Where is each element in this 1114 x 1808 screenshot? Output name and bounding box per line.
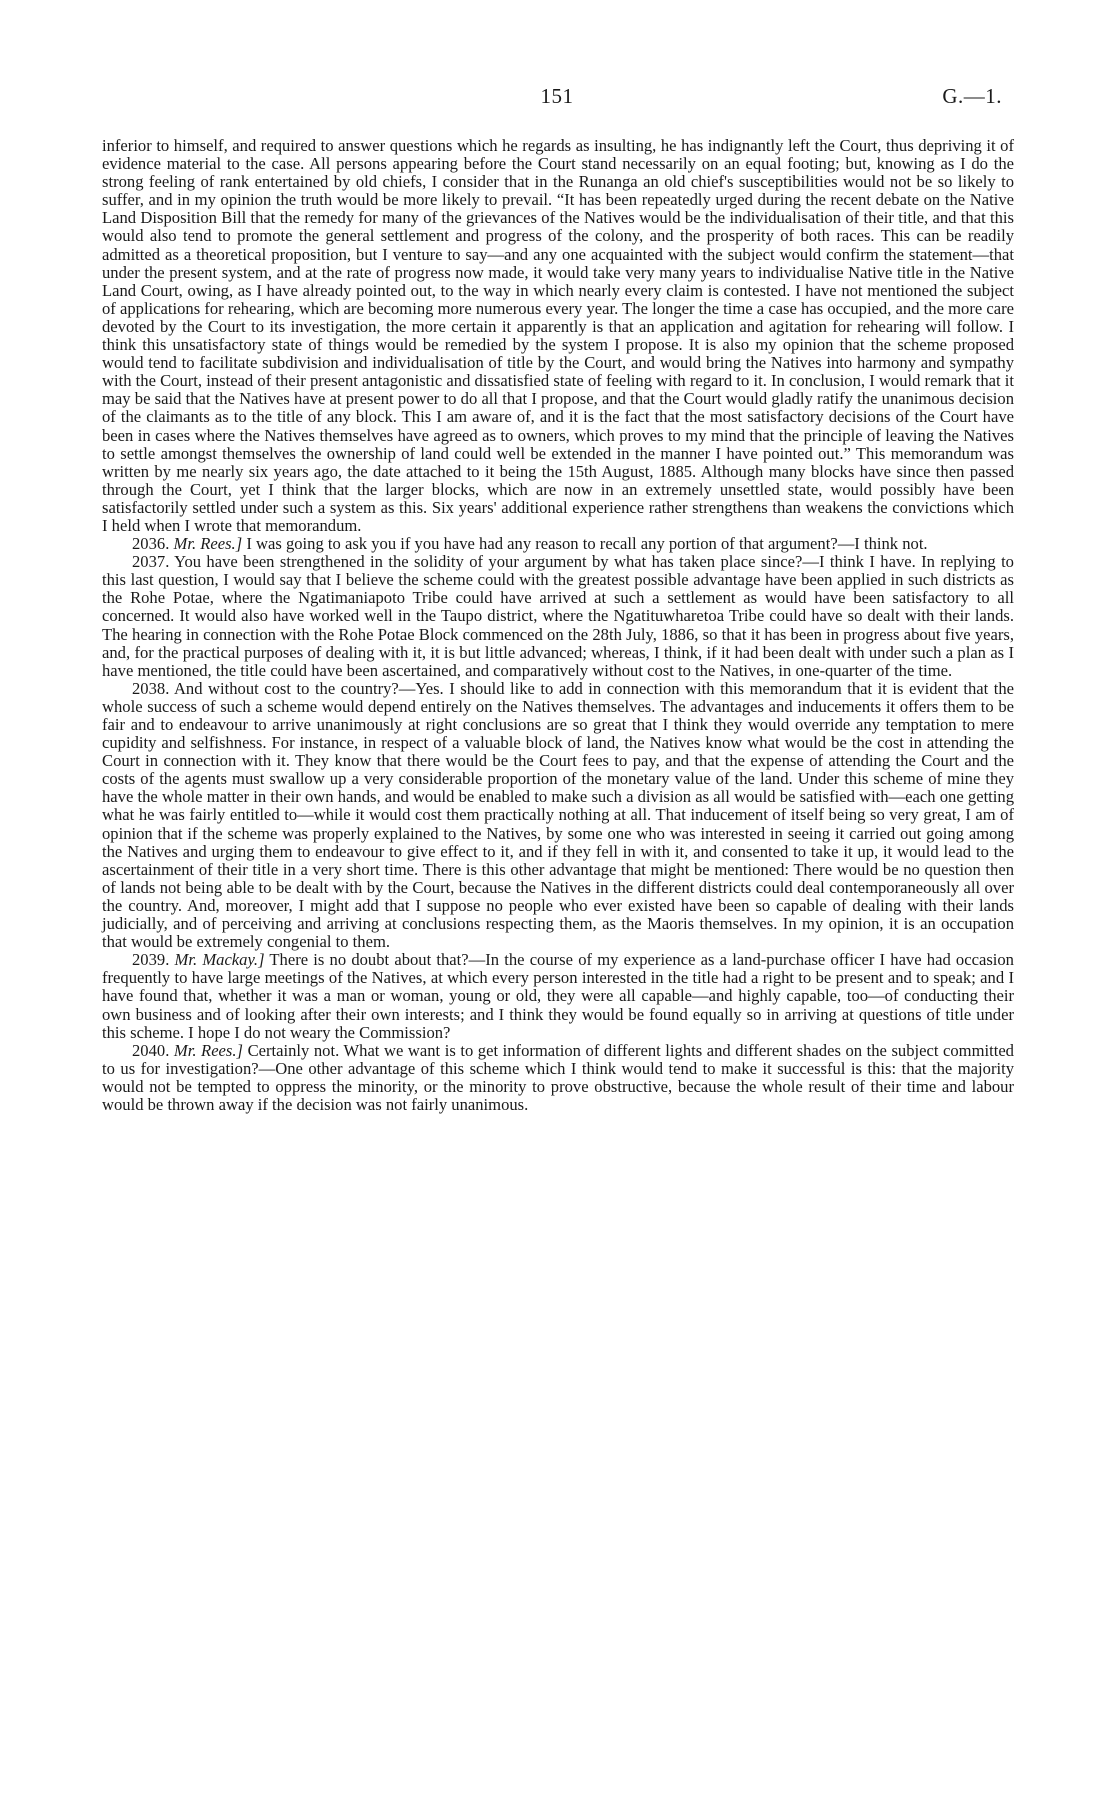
- paragraph-2039: [102, 951, 1014, 1041]
- paragraph-text: I was going to ask you if you have had any reason to recall any portion of that argument?—I think not.: [246, 534, 928, 554]
- paragraph-text: Certainly not. What we want is to get information of different lights and different shades on the subject committed to us for investigation?—One other advantage of this scheme which I think would tend to make it successful is this: that the majority would not be tempted to oppress the minority, or the minority to prove obstructive, because the whole result of their time and labour would be thrown away if the decision was not fairly unanimous.: [102, 1040, 1014, 1114]
- speaker-label: Mr. Mackay.]: [174, 950, 265, 970]
- page-number: 151: [540, 84, 574, 108]
- paragraph-2038: [102, 680, 1014, 951]
- paragraph-text: inferior to himself, and required to answer questions which he regards as insulting, he has indignantly left the Court, thus depriving it of evidence material to the case. All persons appearing before the Court stand necessarily on an equal footing; but, knowing as I do the strong feeling of rank entertained by old chiefs, I consider that in the Runanga an old chief's susceptibilities would not be so likely to suffer, and in my opinion the truth would be more likely to prevail. “It has been repeatedly urged during the recent debate on the Native Land Disposition Bill that the remedy for many of the grievances of the Natives would be the individualisation of their title, and that this would also tend to promote the general settlement and progress of the colony, and the prosperity of both races. This can be readily admitted as a theoretical proposition, but I venture to say—and any one acquainted with the subject would confirm the statement—that under the present system, and at the rate of progress now made, it would take very many years to individualise Native title in the Native Land Court, owing, as I have already pointed out, to the way in which nearly every claim is contested. I have not mentioned the subject of applications for rehearing, which are becoming more numerous every year. The longer the time a case has occupied, and the more care devoted by the Court to its investigation, the more certain it apparently is that an application and agitation for rehearing will follow. I think this unsatisfactory state of things would be remedied by the system I propose. It is also my opinion that the scheme proposed would tend to facilitate subdivision and individualisation of title by the Court, and would bring the Natives into harmony and sympathy with the Court, instead of their present antagonistic and dissatisfied state of feeling with regard to it. In conclusion, I would remark that it may be said that the Natives have at present power to do all that I propose, and that the Court would gladly ratify the unanimous decision of the claimants as to the title of any block. This I am aware of, and it is the fact that the most satisfactory decisions of the Court have been in cases where the Natives themselves have agreed as to owners, which proves to my mind that the principle of leaving the Natives to settle amongst themselves the ownership of land could well be extended in the manner I have pointed out.” This memorandum was written by me nearly six years ago, the date attached to it being the 15th August, 1885. Although many blocks have since then passed through the Court, yet I think that the larger blocks, which are now in an extremely unsettled state, would possibly have been satisfactorily settled under such a system as this. Six years' additional experience rather strengthens than weakens the convictions which I held when I wrote that memorandum.: [102, 136, 1014, 535]
- question-number: 2038.: [132, 678, 170, 698]
- speaker-label: Mr. Rees.]: [173, 1040, 243, 1060]
- paragraph-2036: [102, 535, 1014, 553]
- document-reference: G.—1.: [942, 84, 1002, 108]
- paragraph-continuation: [102, 137, 1014, 535]
- question-number: 2036.: [132, 534, 170, 554]
- paragraph-text: You have been strengthened in the solidity of your argument by what has taken place since?—I think I have. In replying to this last question, I would say that I believe the scheme could with the greatest possible advantage have been applied in such districts as the Rohe Potae, where the Ngatimaniapoto Tribe could have arrived at such a settlement as would have been satisfactory to all concerned. It would also have worked well in the Taupo district, where the Ngatituwharetoa Tribe could have so dealt with their lands. The hearing in connection with the Rohe Potae Block commenced on the 28th July, 1886, so that it has been in progress about five years, and, for the practical purposes of dealing with it, it is but little advanced; whereas, I think, if it had been dealt with under such a plan as I have mentioned, the title could have been ascertained, and comparatively without cost to the Natives, in one-quarter of the time.: [102, 552, 1014, 680]
- question-number: 2039.: [132, 950, 170, 970]
- question-number: 2037.: [132, 552, 170, 572]
- question-number: 2040.: [132, 1040, 170, 1060]
- speaker-label: Mr. Rees.]: [173, 534, 243, 554]
- paragraph-2037: [102, 553, 1014, 680]
- page-body: [102, 137, 1014, 1114]
- paragraph-2040: [102, 1042, 1014, 1114]
- paragraph-text: There is no doubt about that?—In the course of my experience as a land-purchase officer I have had occasion frequently to have large meetings of the Natives, at which every person interested in the title had a right to be present and to speak; and I have found that, whether it was a man or woman, young or old, they were all capable—and highly capable, too—of conducting their own business and of looking after their own interests; and I think they would be found equally so in arriving at questions of title under this scheme. I hope I do not weary the Commission?: [102, 950, 1014, 1042]
- paragraph-text: And without cost to the country?—Yes. I should like to add in connection with this memorandum that it is evident that the whole success of such a scheme would depend entirely on the Natives themselves. The advantages and inducements it offers them to be fair and to endeavour to arrive unanimously at right conclusions are so great that I think they would override any temptation to mere cupidity and selfishness. For instance, in respect of a valuable block of land, the Natives know what would be the cost in attending the Court in connection with it. They know that there would be the Court fees to pay, and that the expense of attending the Court and the costs of the agents must swallow up a very considerable proportion of the monetary value of the land. Under this scheme of mine they have the whole matter in their own hands, and would be enabled to make such a division as all would be satisfied with—each one getting what he was fairly entitled to—while it would cost them practically nothing at all. That inducement of itself being so very great, I am of opinion that if the scheme was properly explained to the Natives, by some one who was interested in seeing it carried out going among the Natives and urging them to endeavour to give effect to it, and if they fell in with it, and consented to take it up, it would lead to the ascertainment of their title in a very short time. There is this other advantage that might be mentioned: There would be no question then of lands not being able to be dealt with by the Court, because the Natives in the different districts could deal contemporaneously all over the country. And, moreover, I might add that I suppose no people who ever existed have been so capable of dealing with their lands judicially, and of perceiving and arriving at conclusions respecting them, as the Maoris themselves. In my opinion, it is an occupation that would be extremely congenial to them.: [102, 678, 1015, 952]
